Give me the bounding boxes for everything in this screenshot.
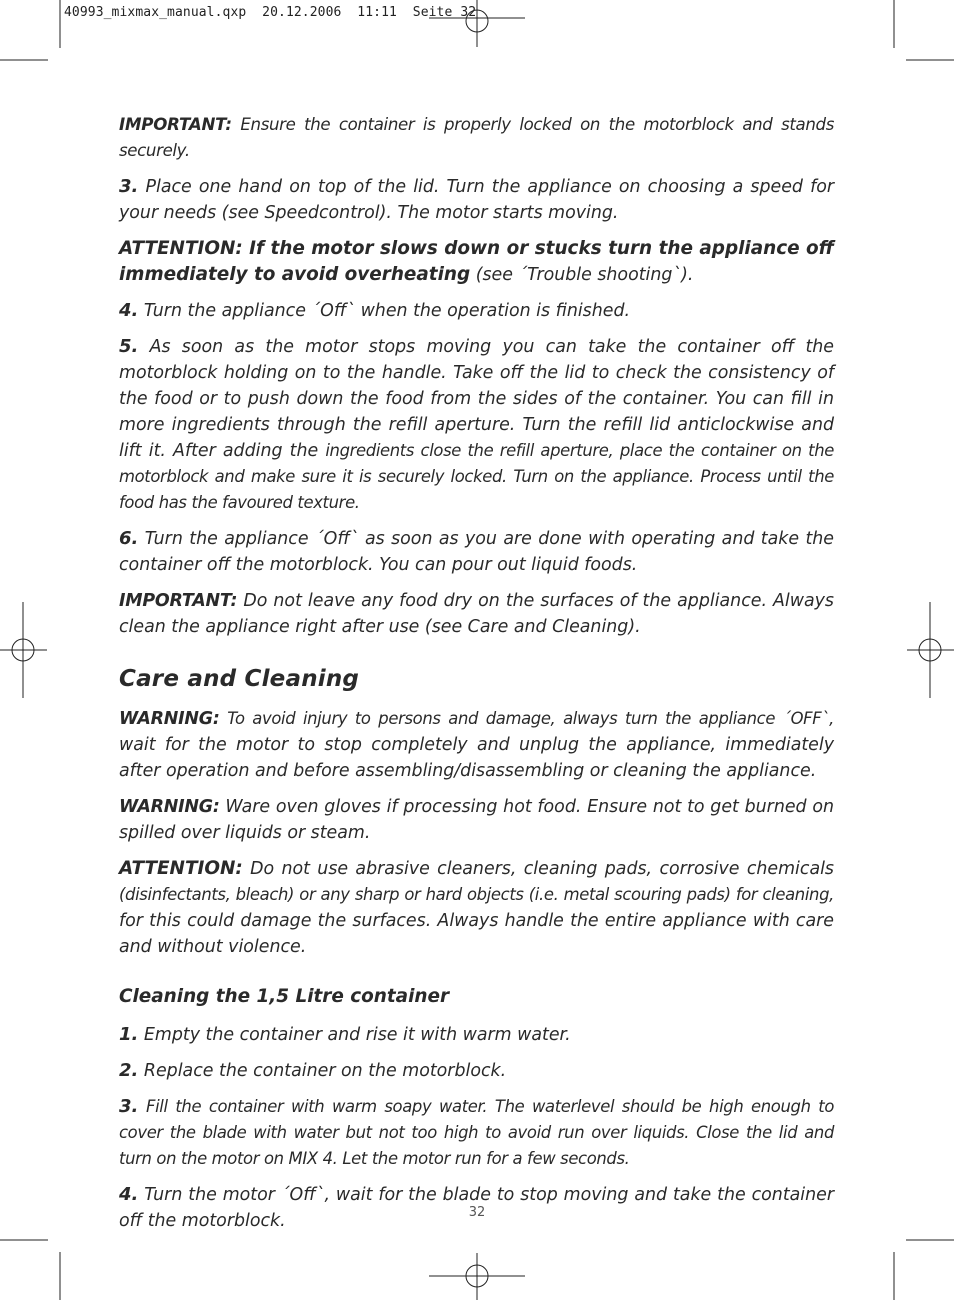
container-cleaning-heading: Cleaning the 1,5 Litre container (119, 986, 450, 1007)
registration-target-bottom (429, 1253, 525, 1300)
important-label: IMPORTANT: (119, 591, 238, 611)
important-label: IMPORTANT: (119, 115, 232, 134)
step-6-paragraph (119, 526, 834, 578)
attention-text: (see ´Trouble shooting`). (470, 265, 694, 285)
warning-text: wait for the motor to stop completely and unplug the appliance, immediately after operation and before assembling/disassembling or cleaning the appliance. (119, 735, 834, 781)
cleaning-step-2 (119, 1058, 834, 1084)
step-text: Place one hand on top of the lid. Turn the appliance on choosing a speed for your needs (see Speedcontrol). The motor starts moving. (119, 177, 834, 223)
step-text: Turn the appliance ´Off` as soon as you are done with operating and take the container off the motorblock. You can pour out liquid foods. (119, 529, 834, 575)
attention-label: ATTENTION: (119, 858, 243, 879)
step-number: 3. (119, 1096, 139, 1117)
step-number: 4. (119, 1184, 139, 1205)
warning-hot-food (119, 794, 834, 846)
important-note-locking (119, 112, 834, 164)
attention-overheating (119, 236, 834, 288)
note-text: Ensure the container is properly locked on the motorblock and stands securely. (119, 115, 834, 160)
warning-label: WARNING: (119, 709, 220, 729)
registration-target-right (907, 602, 954, 698)
page-number: 32 (468, 1205, 486, 1220)
attention-cleaners (119, 856, 834, 960)
step-number: 3. (119, 176, 139, 197)
step-number: 1. (119, 1024, 139, 1045)
step-text-condensed: Fill the container with warm soapy water. The waterlevel should be high enough to cover the blade with water but not too high to avoid run over liquids. Close the lid and turn on the motor on MIX 4. Let the motor run for a few seconds. (119, 1097, 834, 1168)
step-5-paragraph (119, 334, 834, 516)
care-cleaning-heading: Care and Cleaning (119, 666, 360, 692)
registration-target-left (0, 602, 47, 698)
attention-text: Do not use abrasive cleaners, cleaning pads, corrosive chemicals (242, 859, 834, 879)
step-3-paragraph (119, 174, 834, 226)
cleaning-step-1 (119, 1022, 834, 1048)
registration-target-top (429, 0, 525, 47)
step-text: Turn the motor ´Off`, wait for the blade to stop moving and take the container off the motorblock. (119, 1185, 834, 1231)
manual-content (119, 112, 834, 1244)
step-text: Turn the appliance ´Off` when the operation is finished. (138, 301, 631, 321)
warning-label: WARNING: (119, 797, 220, 817)
step-number: 6. (119, 528, 139, 549)
attention-strong-text: ATTENTION: If the motor slows down or stucks turn the appliance off immediately to avoid overheating (119, 238, 834, 285)
attention-text-condensed: (disinfectants, bleach) or any sharp or hard objects (i.e. metal scouring pads) for cleaning, (119, 885, 834, 904)
step-number: 2. (119, 1060, 139, 1081)
note-text: Do not leave any food dry on the surfaces of the appliance. Always clean the appliance right after use (see Care and Cleaning). (119, 591, 834, 637)
warning-text-condensed: To avoid injury to persons and damage, always turn the appliance ´OFF`, (219, 709, 834, 728)
step-text: As soon as the motor stops moving you can take the container off the motorblock holding on to the handle. Take off the lid to check the consistency of the food or to push down the food from the sides of the container. You can fill in more ingredients through the refill aperture. Turn the refill lid anticlockwise and lift it. After adding the (119, 337, 834, 461)
file-slug: 40993_mixmax_manual.qxp 20.12.2006 11:11 Seite 32 (64, 5, 477, 20)
important-note-cleaning (119, 588, 834, 640)
step-4-paragraph (119, 298, 834, 324)
step-number: 4. (119, 300, 139, 321)
warning-unplug (119, 706, 834, 784)
cleaning-step-3 (119, 1094, 834, 1172)
warning-text: Ware oven gloves if processing hot food. Ensure not to get burned on spilled over liquids or steam. (119, 797, 834, 843)
step-text: Empty the container and rise it with warm water. (138, 1025, 571, 1045)
step-number: 5. (119, 336, 139, 357)
attention-text: for this could damage the surfaces. Always handle the entire appliance with care and without violence. (119, 911, 834, 957)
step-text-condensed: ingredients close the refill aperture, place the container on the motorblock and make sure it is securely locked. Turn on the appliance. Process until the food has the favoured texture. (119, 441, 835, 512)
step-text: Replace the container on the motorblock. (138, 1061, 507, 1081)
